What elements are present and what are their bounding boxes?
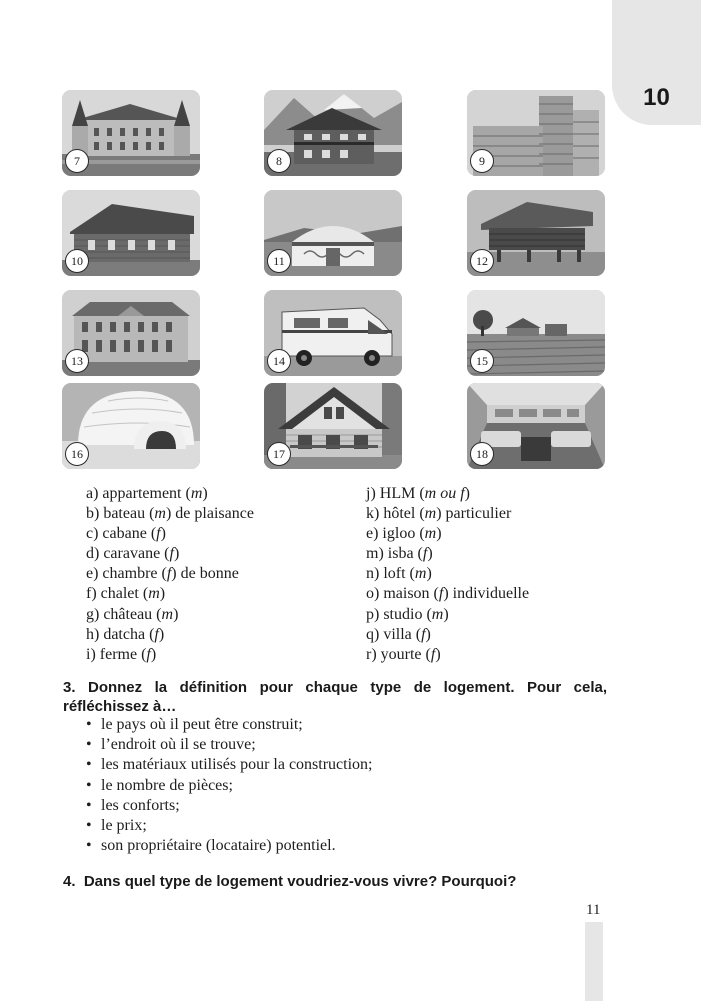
list-item: • le pays où il peut être construit; (86, 715, 373, 735)
bullet-icon: • (86, 796, 92, 814)
vocab-item: a) appartement (m) (86, 485, 208, 502)
question-3-line2: réfléchissez à… (63, 698, 177, 715)
photo-number: 11 (267, 249, 291, 273)
vocab-item: e) chambre (f) de bonne (86, 565, 239, 583)
vocab-item: r) yourte (f) (366, 645, 441, 663)
bullet-icon: • (86, 776, 92, 794)
photo-caravane (264, 290, 402, 376)
photo-cabane (467, 190, 605, 276)
photo-number: 12 (470, 249, 494, 273)
photo-chalet (264, 90, 402, 176)
vocab-item: c) cabane (f) (86, 525, 166, 543)
question-4: 4. Dans quel type de logement voudriez-vous vivre? Pourquoi? (63, 873, 517, 890)
bullet-icon: • (86, 756, 92, 774)
question-3 (63, 678, 607, 716)
list-item: • les conforts; (86, 796, 373, 816)
chapter-number: 10 (643, 84, 670, 111)
bullet-icon: • (86, 736, 92, 754)
vocab-item: d) caravane (f) (86, 545, 180, 563)
photo-number: 7 (65, 149, 89, 173)
vocab-item: p) studio (m) (366, 605, 449, 623)
vocab-item: k) hôtel (m) particulier (366, 505, 512, 523)
photo-chateau (62, 90, 200, 176)
photo-ferme (467, 290, 605, 376)
photo-number: 8 (267, 149, 291, 173)
page-margin-bar (585, 922, 603, 1001)
photo-number: 14 (267, 349, 291, 373)
vocab-item: h) datcha (f) (86, 625, 165, 643)
photo-number: 16 (65, 442, 89, 466)
vocab-item: b) bateau (m) de plaisance (86, 505, 254, 523)
bullet-icon: • (86, 817, 92, 835)
chapter-tab (612, 0, 701, 125)
criteria-list (86, 715, 373, 856)
question-3-line1: 3. Donnez la définition pour chaque type de logement. Pour cela, (63, 679, 607, 696)
vocab-item: o) maison (f) individuelle (366, 585, 530, 603)
vocab-item: m) isba (f) (366, 545, 433, 563)
vocab-item: i) ferme (f) (86, 645, 157, 663)
list-item: • son propriétaire (locataire) potentiel. (86, 836, 373, 856)
vocab-list-right (366, 484, 529, 665)
vocab-item: n) loft (m) (366, 565, 432, 583)
vocab-item: f) chalet (m) (86, 585, 166, 603)
photo-number: 17 (267, 442, 291, 466)
photo-number: 10 (65, 249, 89, 273)
vocab-item: q) villa (f) (366, 625, 431, 643)
list-item: • l’endroit où il se trouve; (86, 735, 373, 755)
list-item: • le nombre de pièces; (86, 776, 373, 796)
photo-number: 9 (470, 149, 494, 173)
bullet-icon: • (86, 837, 92, 855)
list-item: • le prix; (86, 816, 373, 836)
photo-igloo (62, 383, 200, 469)
photo-isba (62, 190, 200, 276)
bullet-icon: • (86, 716, 92, 733)
vocab-item: j) HLM (m ou f) (366, 485, 470, 502)
photo-bateau-de-plaisance (467, 383, 605, 469)
vocab-list-left (86, 484, 254, 665)
photo-number: 13 (65, 349, 89, 373)
vocab-item: g) château (m) (86, 605, 179, 623)
vocab-item: e) igloo (m) (366, 525, 442, 543)
photo-maison-individuelle (264, 383, 402, 469)
page-number: 11 (586, 902, 601, 918)
list-item: • les matériaux utilisés pour la construction; (86, 755, 373, 775)
photo-yourte (264, 190, 402, 276)
photo-hlm (467, 90, 605, 176)
photo-number: 18 (470, 442, 494, 466)
photo-number: 15 (470, 349, 494, 373)
photo-hotel-particulier (62, 290, 200, 376)
